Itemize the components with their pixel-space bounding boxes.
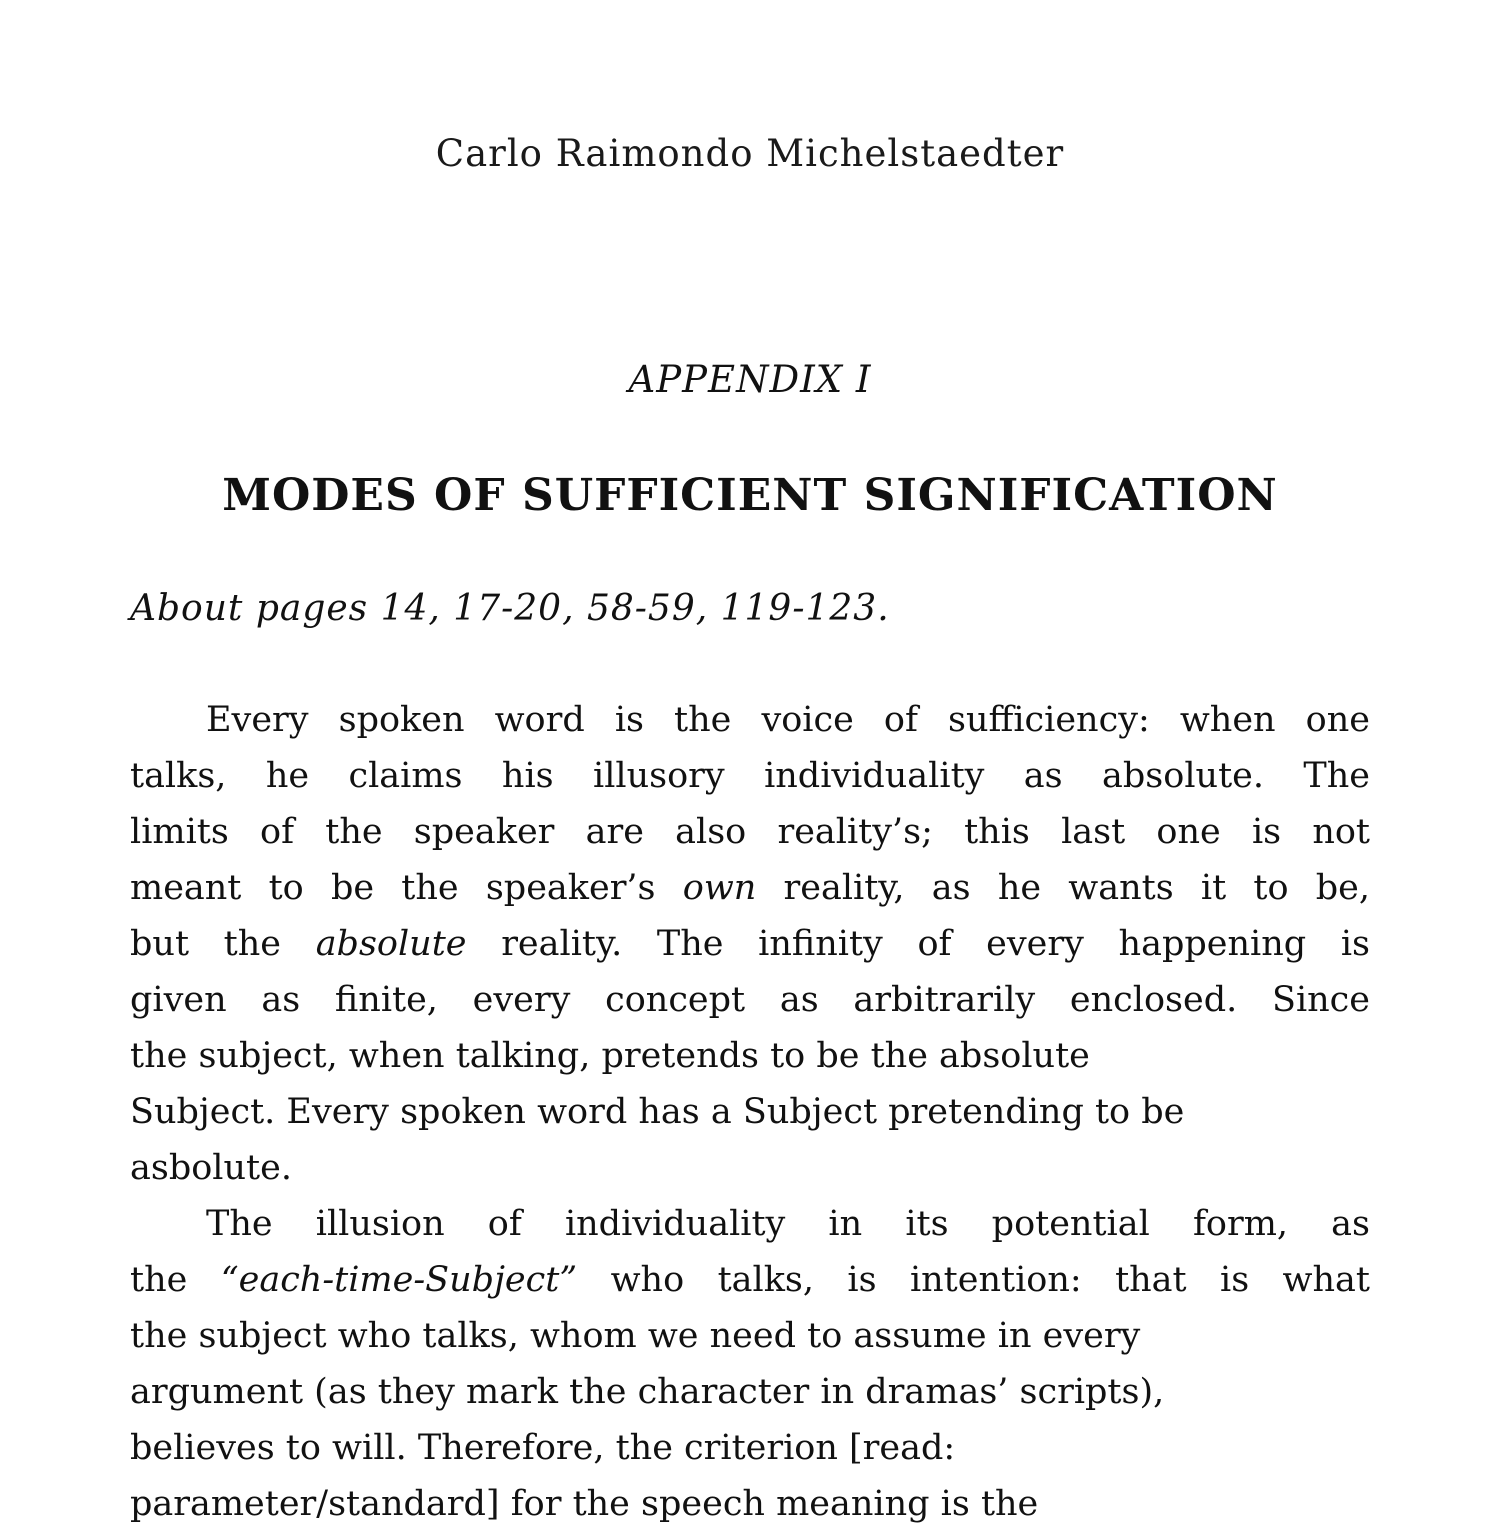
text-line [130, 1254, 1370, 1310]
emphasis-own: own [682, 868, 757, 908]
text-line: Every spoken word is the voice of sufficiency: when one [206, 700, 1370, 740]
text-run: but the [130, 924, 316, 964]
text-line: the subject who talks, whom we need to assume in every [130, 1316, 1141, 1356]
text-line [130, 918, 1370, 974]
text-run: who talks, is intention: that is what [577, 1260, 1370, 1300]
text-line: the subject, when talking, pretends to be the absolute [130, 1036, 1090, 1076]
chapter-title: MODES OF SUFFICIENT SIGNIFICATION [222, 470, 1278, 521]
text-run: the [130, 1260, 221, 1300]
emphasis-absolute: absolute [315, 924, 467, 964]
text-run: reality, as he wants it to be, [756, 868, 1370, 908]
text-line: given as finite, every concept as arbitrarily enclosed. Since [130, 980, 1370, 1020]
text-line: believes to will. Therefore, the criterion [read: [130, 1428, 956, 1468]
text-line: limits of the speaker are also reality’s; this last one is not [130, 812, 1370, 852]
text-line: parameter/standard] for the speech meaning is the [130, 1484, 1039, 1524]
running-header-author: Carlo Raimondo Michelstaedter [435, 132, 1065, 175]
appendix-label: APPENDIX I [628, 358, 872, 401]
text-line: talks, he claims his illusory individuality as absolute. The [130, 756, 1370, 796]
text-line: argument (as they mark the character in dramas’ scripts), [130, 1372, 1165, 1412]
text-line: The illusion of individuality in its potential form, as [206, 1204, 1370, 1244]
emphasis-each-time-subject: “each-time-Subject” [220, 1260, 578, 1300]
text-line: Subject. Every spoken word has a Subject pretending to be [130, 1092, 1185, 1132]
body-text [130, 694, 1370, 1524]
page-reference-note: About pages 14, 17-20, 58-59, 119-123. [130, 588, 890, 629]
text-run: reality. The infinity of every happening is [466, 924, 1370, 964]
text-run: meant to be the speaker’s [130, 868, 683, 908]
text-line [130, 862, 1370, 918]
text-line: asbolute. [130, 1148, 292, 1188]
